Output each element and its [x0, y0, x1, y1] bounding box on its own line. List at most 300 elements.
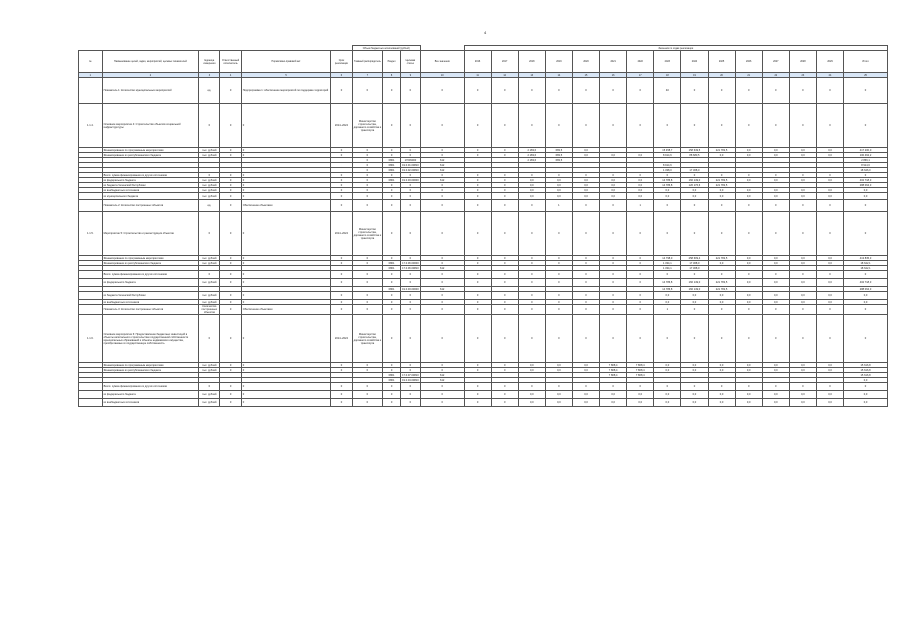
- table-cell: 0: [352, 78, 383, 104]
- table-cell: 0,0: [735, 363, 762, 368]
- header-cell: 2021: [600, 51, 627, 73]
- table-cell: 0,0: [762, 188, 789, 193]
- table-cell: 0: [331, 200, 352, 212]
- table-cell: 0: [199, 383, 220, 391]
- table-cell: 0801: [383, 266, 401, 271]
- table-cell: 0,0: [735, 153, 762, 158]
- table-cell: 0,0: [545, 193, 572, 200]
- table-cell: 0,0: [627, 153, 654, 158]
- table-cell: 0: [331, 256, 352, 261]
- table-cell: 17.0.06.00000: [402, 261, 419, 265]
- table-cell: 0: [383, 368, 401, 373]
- table-cell: 0: [491, 383, 518, 391]
- column-number-cell: 11: [464, 73, 491, 78]
- table-cell: 0: [464, 104, 491, 148]
- table-cell: 0: [400, 292, 420, 300]
- table-cell: 0: [762, 78, 789, 104]
- table-cell: 0: [600, 300, 627, 305]
- table-cell: 2 183,6: [518, 148, 545, 153]
- column-number-cell: 12: [491, 73, 518, 78]
- table-cell: 0: [762, 271, 789, 279]
- table-cell: 0,0: [735, 399, 762, 407]
- table-cell: Финансирование по программным мероприятиям: [102, 256, 199, 261]
- table-row: [79, 271, 888, 279]
- budget-table: [78, 45, 888, 407]
- table-cell: 258 609,4: [681, 256, 708, 261]
- table-cell: 0: [572, 279, 599, 287]
- table-cell: 0,0: [762, 153, 789, 158]
- table-cell: 0: [383, 193, 401, 200]
- table-cell: 0: [420, 292, 464, 300]
- table-cell: 0: [464, 292, 491, 300]
- table-cell: 0: [789, 305, 816, 315]
- table-cell: 402 718,3: [844, 178, 888, 183]
- table-cell: 221 782,5: [708, 256, 735, 261]
- table-cell: 0: [420, 271, 464, 279]
- table-cell: тыс. рублей: [199, 399, 220, 407]
- table-cell: Министерство строительства, дорожного хозяйства и транспорта: [352, 104, 383, 148]
- header-cell: Нормативно-правовой акт: [241, 51, 331, 73]
- table-cell: 0: [789, 212, 816, 256]
- table-cell: 0: [352, 183, 383, 188]
- table-cell: 0801: [383, 287, 401, 292]
- table-cell: 0,0: [708, 292, 735, 300]
- table-cell: 0,0: [816, 399, 843, 407]
- table-cell: 402 718,3: [844, 279, 888, 287]
- table-cell: [79, 279, 103, 287]
- table-cell: 2014–2024: [331, 104, 352, 148]
- table-cell: 0: [464, 300, 491, 305]
- table-cell: 0,0: [572, 183, 599, 188]
- table-cell: 0: [220, 279, 241, 287]
- table-cell: 0,0: [654, 193, 681, 200]
- table-cell: 17009000: [400, 158, 420, 163]
- table-cell: 0: [331, 305, 352, 315]
- table-cell: 0: [400, 173, 420, 178]
- table-cell: 0,0: [654, 391, 681, 399]
- table-cell: 0: [383, 399, 401, 407]
- table-cell: 0: [464, 271, 491, 279]
- table-cell: 0,0: [627, 188, 654, 193]
- table-cell: 0,0: [844, 193, 888, 200]
- table-cell: Финансирование по программным мероприятиям: [102, 148, 199, 153]
- header-cell: 2027: [762, 51, 789, 73]
- table-cell: 0,0: [654, 300, 681, 305]
- table-cell: 0: [844, 78, 888, 104]
- header-cell: Единица измерения: [199, 51, 220, 73]
- table-cell: 40: [654, 78, 681, 104]
- table-cell: 0: [331, 183, 352, 188]
- table-cell: 0: [199, 212, 220, 256]
- header-cell: №: [79, 51, 103, 73]
- table-cell: 0: [352, 391, 383, 399]
- table-cell: 0: [220, 315, 241, 363]
- column-number-cell: 8: [383, 73, 401, 78]
- header-cell: 2019: [545, 51, 572, 73]
- table-cell: 0: [654, 104, 681, 148]
- table-cell: 0,0: [844, 300, 888, 305]
- table-cell: 14 786,8: [654, 183, 681, 188]
- table-cell: 0: [464, 279, 491, 287]
- table-cell: 0: [220, 178, 241, 183]
- table-cell: 0: [352, 363, 383, 368]
- table-cell: 0: [241, 300, 331, 305]
- table-cell: 0: [241, 391, 331, 399]
- table-cell: 0: [352, 261, 383, 266]
- table-cell: 0: [491, 148, 518, 153]
- table-cell: 0: [844, 315, 888, 363]
- table-cell: 0: [383, 256, 401, 261]
- table-cell: 0,0: [816, 153, 843, 158]
- table-cell: 0: [762, 200, 789, 212]
- table-cell: 0801: [383, 373, 401, 378]
- table-cell: 0: [491, 78, 518, 104]
- table-cell: 0: [220, 148, 241, 153]
- table-cell: 221 782,5: [708, 287, 735, 292]
- table-cell: тыс. рублей: [199, 256, 220, 261]
- table-cell: 0: [383, 212, 401, 256]
- table-cell: 0: [572, 256, 599, 261]
- table-cell: 0: [627, 292, 654, 300]
- table-cell: 0,0: [518, 363, 545, 368]
- table-row: [79, 305, 888, 315]
- table-cell: 0,0: [762, 300, 789, 305]
- table-cell: 0,0: [789, 391, 816, 399]
- table-cell: 0: [220, 153, 241, 158]
- table-cell: 0: [518, 305, 545, 315]
- table-cell: 0: [220, 183, 241, 188]
- table-cell: 0: [400, 256, 420, 261]
- table-cell: 0: [383, 200, 401, 212]
- table-cell: 17 308,0: [681, 261, 708, 266]
- table-cell: 0: [816, 173, 843, 178]
- column-number-cell: 3: [199, 73, 220, 78]
- table-cell: 0: [491, 300, 518, 305]
- table-cell: 0: [816, 104, 843, 148]
- table-cell: 0: [491, 292, 518, 300]
- table-cell: 0,0: [816, 391, 843, 399]
- table-cell: Финансирование из республиканского бюджета: [102, 368, 199, 373]
- table-cell: 417 200,0: [844, 148, 888, 153]
- table-cell: 0: [420, 391, 464, 399]
- table-cell: 0801: [383, 178, 401, 183]
- table-cell: 0: [241, 315, 331, 363]
- table-cell: 0,0: [545, 188, 572, 193]
- table-cell: 0,0: [816, 363, 843, 368]
- table-cell: 0: [600, 212, 627, 256]
- table-row: [79, 193, 888, 200]
- table-cell: Всего: сумма финансирования из других источников: [102, 271, 199, 279]
- table-cell: 0: [464, 391, 491, 399]
- table-cell: ед.: [199, 78, 220, 104]
- table-cell: 0: [420, 305, 464, 315]
- table-cell: 0: [627, 305, 654, 315]
- table-cell: 0: [464, 148, 491, 153]
- table-cell: 0: [331, 279, 352, 287]
- table-cell: 612: [420, 287, 464, 292]
- table-cell: 126 176,6: [681, 183, 708, 188]
- table-cell: 0,0: [681, 391, 708, 399]
- table-cell: из внебюджетных источников: [102, 399, 199, 407]
- table-cell: 0: [627, 173, 654, 178]
- table-cell: 0: [491, 279, 518, 287]
- table-cell: 0,0: [735, 391, 762, 399]
- table-cell: 17.0.06.00810: [402, 266, 419, 270]
- table-cell: 15 616,8: [844, 363, 888, 368]
- table-cell: 0,0: [816, 148, 843, 153]
- table-cell: 0: [420, 399, 464, 407]
- header-budget-group: Объем бюджетных ассигнований (рублей): [352, 46, 420, 51]
- table-cell: 0: [241, 153, 331, 158]
- table-cell: 0,0: [844, 399, 888, 407]
- table-cell: 0,0: [762, 178, 789, 183]
- table-cell: 0: [491, 315, 518, 363]
- table-cell: 7 808,4: [600, 368, 627, 373]
- table-cell: 0: [352, 158, 383, 163]
- table-cell: 0: [464, 363, 491, 368]
- table-cell: 18 646,0: [844, 168, 888, 173]
- table-cell: 0: [600, 271, 627, 279]
- table-cell: 0: [627, 279, 654, 287]
- table-cell: 1 338,0: [654, 168, 681, 173]
- header-cell: Целевая статья: [400, 51, 420, 73]
- table-cell: 0: [400, 363, 420, 368]
- table-row: [79, 292, 888, 300]
- table-cell: 0: [545, 256, 572, 261]
- table-cell: 0: [220, 188, 241, 193]
- table-cell: 0: [844, 383, 888, 391]
- table-cell: 0: [600, 305, 627, 315]
- table-cell: 0: [241, 178, 331, 183]
- header-cell: 2020: [572, 51, 599, 73]
- table-cell: 0: [708, 200, 735, 212]
- table-cell: 0,0: [545, 368, 572, 373]
- table-row: [79, 383, 888, 391]
- column-number-cell: 20: [708, 73, 735, 78]
- table-cell: 0: [331, 173, 352, 178]
- table-cell: 0801: [383, 261, 401, 266]
- table-cell: 0: [627, 212, 654, 256]
- table-cell: 18 642,1: [844, 266, 888, 271]
- column-number-cell: 7: [352, 73, 383, 78]
- table-cell: 0,0: [518, 399, 545, 407]
- table-cell: 0: [383, 305, 401, 315]
- table-cell: 0,0: [762, 148, 789, 153]
- table-cell: 0,0: [708, 193, 735, 200]
- table-cell: 0,0: [572, 153, 599, 158]
- table-row: [79, 200, 888, 212]
- table-cell: 0: [400, 212, 420, 256]
- table-cell: тыс. рублей: [199, 153, 220, 158]
- header-row: [79, 51, 888, 73]
- table-cell: 1 334,1: [654, 266, 681, 271]
- table-cell: 0: [241, 183, 331, 188]
- table-cell: 0: [518, 104, 545, 148]
- table-cell: [79, 305, 103, 315]
- table-cell: 0: [627, 104, 654, 148]
- table-cell: 0: [420, 315, 464, 363]
- table-cell: 0: [545, 292, 572, 300]
- table-cell: 0,0: [627, 178, 654, 183]
- table-cell: Министерство строительства, дорожного хозяйства и транспорта: [352, 212, 383, 256]
- table-cell: 0: [383, 173, 401, 178]
- column-number-cell: 21: [735, 73, 762, 78]
- table-cell: 0: [241, 148, 331, 153]
- table-cell: 0: [735, 104, 762, 148]
- table-cell: 0: [420, 193, 464, 200]
- table-cell: 0,0: [600, 188, 627, 193]
- table-cell: 0,0: [518, 193, 545, 200]
- table-cell: 0: [518, 212, 545, 256]
- table-cell: 0: [241, 383, 331, 391]
- table-cell: 0: [331, 292, 352, 300]
- table-cell: 0: [600, 315, 627, 363]
- table-cell: 0: [464, 261, 491, 266]
- column-number-cell: 4: [220, 73, 241, 78]
- table-cell: 0: [241, 261, 331, 266]
- table-cell: тыс. рублей: [199, 368, 220, 373]
- table-cell: 0,0: [708, 188, 735, 193]
- table-cell: 0: [816, 212, 843, 256]
- table-cell: 0: [708, 271, 735, 279]
- table-row: [79, 399, 888, 407]
- table-cell: 0: [844, 271, 888, 279]
- table-cell: 0,0: [735, 178, 762, 183]
- table-cell: 0: [400, 315, 420, 363]
- table-cell: [79, 292, 103, 300]
- table-cell: 0: [331, 188, 352, 193]
- table-cell: 19.0.02.00810: [402, 168, 419, 172]
- table-cell: 0: [708, 212, 735, 256]
- table-cell: 0: [199, 173, 220, 178]
- table-cell: 0,0: [735, 261, 762, 266]
- table-cell: 0: [464, 153, 491, 158]
- table-cell: 19.0.03.00000: [402, 287, 419, 291]
- table-cell: 17.0.07.00810: [402, 373, 419, 377]
- table-cell: 612: [420, 178, 464, 183]
- table-cell: 0: [420, 300, 464, 305]
- table-cell: 0: [681, 305, 708, 315]
- table-cell: 0: [400, 148, 420, 153]
- table-cell: 17 308,0: [681, 168, 708, 173]
- table-cell: 0: [572, 315, 599, 363]
- table-cell: 0: [654, 173, 681, 178]
- table-cell: тыс. рублей: [199, 279, 220, 287]
- table-cell: 0: [383, 153, 401, 158]
- table-cell: 0: [199, 315, 220, 363]
- table-cell: 2 866,1: [844, 158, 888, 163]
- table-cell: 0: [627, 271, 654, 279]
- table-cell: 0: [331, 193, 352, 200]
- table-cell: 0: [241, 271, 331, 279]
- table-cell: [79, 391, 103, 399]
- table-cell: 0,0: [654, 399, 681, 407]
- table-cell: 0,0: [762, 292, 789, 300]
- table-cell: 0,0: [681, 193, 708, 200]
- table-cell: 0: [420, 212, 464, 256]
- table-row: [79, 78, 888, 104]
- column-number-cell: 5: [241, 73, 331, 78]
- table-cell: 166 149,0: [681, 279, 708, 287]
- table-cell: 0,0: [735, 300, 762, 305]
- table-cell: 0: [545, 212, 572, 256]
- table-cell: 2 183,6: [518, 158, 545, 163]
- table-cell: 0: [681, 78, 708, 104]
- table-cell: 0: [681, 200, 708, 212]
- table-cell: 15 616,8: [844, 368, 888, 373]
- table-cell: 0: [735, 78, 762, 104]
- table-cell: 0,0: [572, 391, 599, 399]
- table-cell: Основное мероприятие 6: Предоставление бюджетных инвестиций в объекты капитального строительства государственной собственности муниципальных образований и объекты недвижимого имущества, приобретаемые в государственную собственность: [102, 315, 199, 363]
- table-cell: 0: [400, 104, 420, 148]
- table-cell: 0: [572, 212, 599, 256]
- table-cell: 612: [420, 163, 464, 168]
- table-cell: 0: [600, 104, 627, 148]
- table-cell: 0: [572, 292, 599, 300]
- table-cell: из федерального бюджета: [102, 391, 199, 399]
- table-cell: 0: [491, 153, 518, 158]
- table-cell: 0,0: [789, 148, 816, 153]
- table-cell: тыс. рублей: [199, 193, 220, 200]
- table-cell: 0: [844, 173, 888, 178]
- table-cell: 683,5: [545, 153, 572, 158]
- header-cell: Главный распорядитель: [352, 51, 383, 73]
- table-cell: 0,0: [654, 363, 681, 368]
- table-cell: 0: [708, 78, 735, 104]
- table-cell: 0: [491, 193, 518, 200]
- table-cell: 0: [572, 271, 599, 279]
- table-cell: 0: [352, 383, 383, 391]
- table-cell: 0: [518, 300, 545, 305]
- table-cell: 0: [518, 315, 545, 363]
- table-cell: 0: [572, 104, 599, 148]
- table-cell: 166 149,0: [681, 178, 708, 183]
- table-cell: 0: [220, 368, 241, 373]
- table-cell: 0: [464, 78, 491, 104]
- table-cell: 0: [491, 104, 518, 148]
- table-cell: из бюджета Чеченской Республики: [102, 292, 199, 300]
- header-years-group: Значения по годам реализации: [464, 46, 887, 51]
- table-cell: Основное мероприятие 4: Строительство объектов социальной инфраструктуры: [102, 104, 199, 148]
- column-number-cell: 1: [79, 73, 103, 78]
- table-cell: 0,0: [762, 279, 789, 287]
- table-cell: из федерального бюджета: [102, 279, 199, 287]
- table-cell: 0: [383, 300, 401, 305]
- table-cell: 0,0: [708, 153, 735, 158]
- table-cell: 0: [220, 305, 241, 315]
- table-cell: 0: [464, 173, 491, 178]
- table-cell: 2014–2024: [331, 212, 352, 256]
- table-cell: 413 835,3: [844, 256, 888, 261]
- table-cell: 0,0: [789, 300, 816, 305]
- table-cell: 0801: [383, 158, 401, 163]
- table-cell: [79, 383, 103, 391]
- table-cell: 0: [654, 271, 681, 279]
- table-cell: 0,0: [681, 188, 708, 193]
- table-cell: 0: [627, 383, 654, 391]
- table-cell: 0: [383, 78, 401, 104]
- table-cell: 0: [627, 315, 654, 363]
- table-cell: 0,0: [545, 363, 572, 368]
- table-cell: 18 642,1: [844, 261, 888, 266]
- table-cell: [79, 78, 103, 104]
- column-number-cell: 18: [654, 73, 681, 78]
- table-cell: 0,0: [789, 193, 816, 200]
- table-cell: 14 798,0: [654, 256, 681, 261]
- table-cell: 0: [464, 256, 491, 261]
- table-cell: 0: [735, 305, 762, 315]
- table-cell: 288 064,3: [844, 287, 888, 292]
